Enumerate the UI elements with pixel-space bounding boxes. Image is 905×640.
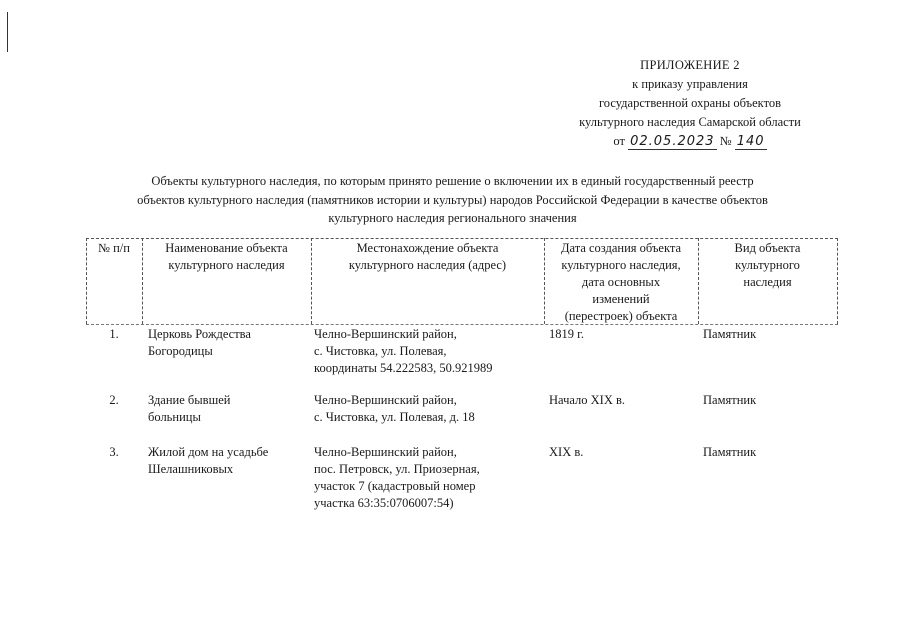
number-value: 140 (736, 134, 765, 149)
header-location-line: культурного наследия (адрес) (348, 258, 507, 272)
header-date-line: изменений (592, 292, 650, 306)
row-name-line: Богородицы (148, 344, 213, 358)
header-kind-line: Вид объекта (734, 241, 801, 255)
header-date-line: культурного наследия, (561, 258, 681, 272)
row-date: XIX в. (549, 445, 584, 459)
number-prefix: № (719, 134, 732, 148)
table-row (86, 444, 838, 516)
title-line-3: культурного наследия регионального значения (328, 211, 577, 225)
header-num-text: № п/п (98, 241, 130, 255)
appendix-heading: ПРИЛОЖЕНИЕ 2 (640, 58, 740, 72)
row-location (314, 326, 544, 377)
row-location-line: участок 7 (кадастровый номер (314, 479, 476, 493)
row-name (148, 392, 308, 426)
header-kind (698, 238, 837, 324)
header-name-line: Наименование объекта (165, 241, 288, 255)
row-location-line: Челно-Вершинский район, (314, 327, 457, 341)
row-kind: Памятник (703, 393, 757, 407)
appendix-line-2: государственной охраны объектов (598, 96, 782, 110)
row-location-line: с. Чистовка, ул. Полевая, (314, 344, 447, 358)
row-name-line: Шелашниковых (148, 462, 234, 476)
row-location-line: Челно-Вершинский район, (314, 393, 457, 407)
appendix-line-1: к приказу управления (632, 77, 748, 91)
row-location-line: участка 63:35:0706007:54) (314, 496, 454, 510)
row-name (148, 444, 308, 478)
row-num: 3. (109, 445, 119, 459)
row-name-line: Жилой дом на усадьбе (148, 445, 269, 459)
header-bottom-border (86, 324, 838, 325)
appendix-block (540, 56, 840, 151)
row-kind: Памятник (703, 445, 757, 459)
row-num: 1. (109, 327, 119, 341)
header-name-line: культурного наследия (168, 258, 285, 272)
row-kind: Памятник (703, 327, 757, 341)
row-name-line: больницы (148, 410, 201, 424)
header-kind-line: культурного (735, 258, 800, 272)
row-date: Начало XIX в. (549, 393, 626, 407)
margin-mark (7, 12, 8, 52)
table-row (86, 392, 838, 432)
document-title (80, 172, 825, 228)
header-date-line: Дата создания объекта (560, 241, 682, 255)
header-name (142, 238, 311, 324)
table-row (86, 326, 838, 386)
row-name-line: Церковь Рождества (148, 327, 251, 341)
row-num: 2. (109, 393, 119, 407)
title-line-1: Объекты культурного наследия, по которым принято решение о включении их в единый государственный реестр (151, 174, 754, 188)
row-location (314, 392, 544, 426)
table-header (86, 238, 838, 326)
appendix-line-3: культурного наследия Самарской области (579, 115, 801, 129)
header-date-line: дата основных (581, 275, 661, 289)
header-num (86, 238, 142, 324)
appendix-date-line (540, 132, 840, 151)
header-divider (837, 238, 838, 324)
row-location-line: пос. Петровск, ул. Приозерная, (314, 462, 480, 476)
header-kind-line: наследия (743, 275, 792, 289)
date-value: 02.05.2023 (630, 134, 715, 149)
row-date: 1819 г. (549, 327, 584, 341)
row-location-line: с. Чистовка, ул. Полевая, д. 18 (314, 410, 475, 424)
header-date (544, 238, 698, 324)
header-location (311, 238, 544, 324)
row-location-line: координаты 54.222583, 50.921989 (314, 361, 493, 375)
title-line-2: объектов культурного наследия (памятников истории и культуры) народов Российской Федерации в качестве объектов (137, 192, 768, 207)
date-prefix: от (613, 134, 625, 148)
row-location-line: Челно-Вершинский район, (314, 445, 457, 459)
header-date-line: (перестроек) объекта (564, 309, 678, 323)
row-location (314, 444, 544, 512)
row-name-line: Здание бывшей (148, 393, 231, 407)
row-name (148, 326, 308, 360)
header-location-line: Местонахождение объекта (356, 241, 499, 255)
